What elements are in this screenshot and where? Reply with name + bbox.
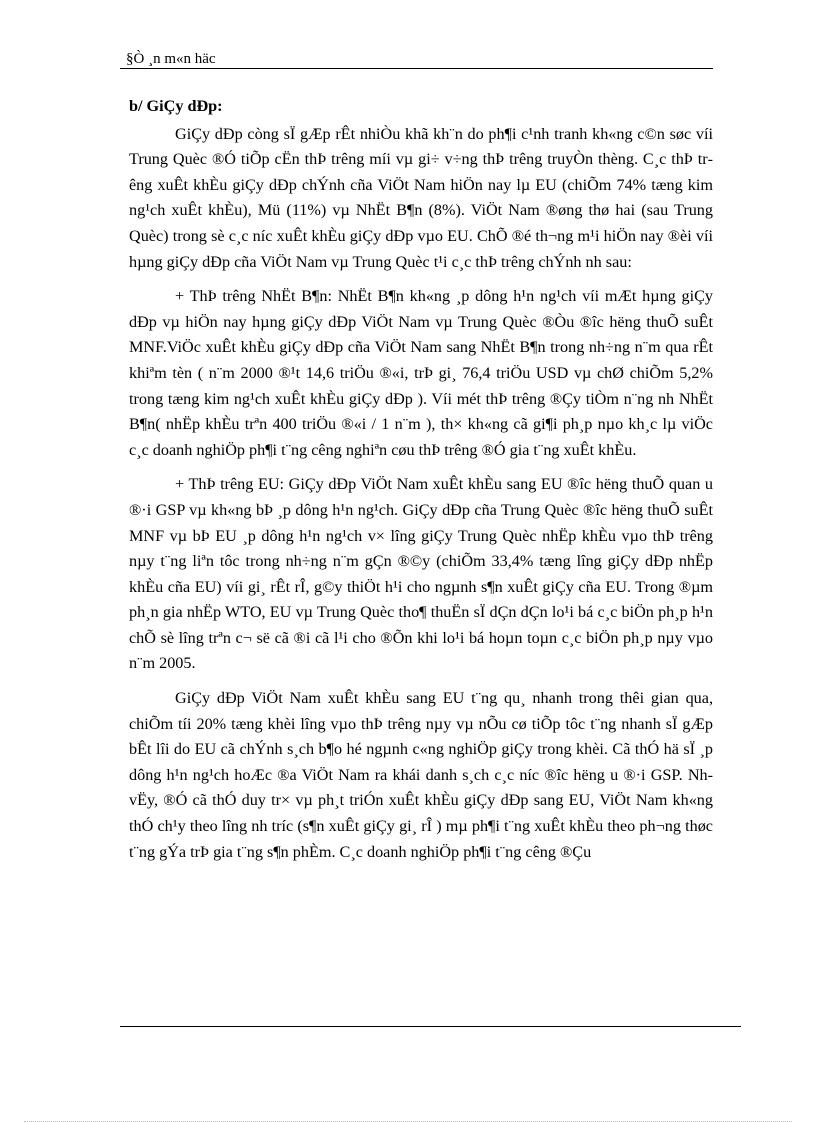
paragraph-intro: GiÇy dÐp còng sÏ gÆp rÊt nhiÒu khã kh¨n do ph¶i c¹nh tranh kh«ng c©n søc víi Trung Quèc ®Ó tiÕp cËn thÞ trêng míi vµ gi÷ v÷ng thÞ trêng truyÒn thèng. C¸c thÞ trêng xuÊt khÈu giÇy dÐp chÝnh cña ViÖt Nam hiÖn nay lµ EU (chiÕm 74% tæng kim ng¹ch xuÊt khÈu), Mü (11%) vµ NhËt B¶n (8%). ViÖt Nam ®øng thø hai (sau Trung Quèc) trong sè c¸c níc xuÊt khÈu giÇy dÐp vµo EU. ChÕ ®é th¬ng m¹i hiÖn nay ®èi víi hµng giÇy dÐp cña ViÖt Nam vµ Trung Quèc t¹i c¸c thÞ trêng chÝnh nh sau: (129, 124, 713, 271)
paragraph-eu-market: + ThÞ trêng EU: GiÇy dÐp ViÖt Nam xuÊt khÈu sang EU ®îc hëng thuÕ quan u ®·i GSP vµ kh«ng bÞ ¸p dông h¹n ng¹ch. GiÇy dÐp cña Trung Quèc ®îc hëng thuÕ suÊt MNF vµ bÞ EU ¸p dông h¹n ng¹ch v× lîng giÇy Trung Quèc nhËp khÈu vµo thÞ trêng nµy t¨ng liªn tôc trong nh÷ng n¨m gÇn ®©y (chiÕm 33,4% tæng lîng giÇy dÐp nhËp khÈu cña EU) víi gi¸ rÊt rÎ, g©y thiÖt h¹i cho ngµnh s¶n xuÊt giÇy cña EU. Trong ®µm ph¸n gia nhËp WTO, EU vµ Trung Quèc tho¶ thuËn sÏ dÇn dÇn lo¹i bá c¸c biÖn ph¸p h¹n chÕ sè lîng trªn c¬ së cã ®i cã l¹i cho ®Õn khi lo¹i bá hoµn toµn c¸c biÖn ph¸p nµy vµo n¨m 2005. (129, 475, 713, 673)
header-divider (120, 68, 713, 69)
paragraph-eu-growth: GiÇy dÐp ViÖt Nam xuÊt khÈu sang EU t¨ng qu¸ nhanh trong thêi gian qua, chiÕm tíi 20% tæng khèi lîng vµo thÞ trêng nµy vµ nÕu cø tiÕp tôc t¨ng nhanh sÏ gÆp bÊt lîi do EU cã chÝnh s¸ch b¶o hé ngµnh c«ng nghiÖp giÇy trong khèi. Cã thÓ hä sÏ ¸p dông h¹n ng¹ch hoÆc ®a ViÖt Nam ra khái danh s¸ch c¸c níc ®îc hëng u ®·i GSP. Nh vËy, ®Ó cã thÓ duy tr× vµ ph¸t triÓn xuÊt khÈu giÇy dÐp sang EU, ViÖt Nam kh«ng thÓ ch¹y theo lîng nh tríc (s¶n xuÊt giÇy gi¸ rÎ ) mµ ph¶i t¨ng xuÊt khÈu theo ph¬ng thøc t¨ng gÝa trÞ gia t¨ng s¶n phÈm. C¸c doanh nghiÖp ph¶i t¨ng cêng ®Çu (129, 689, 713, 861)
section-heading: b/ GiÇy dÐp: (129, 97, 223, 115)
document-body (129, 94, 713, 867)
footer-divider (120, 1026, 741, 1027)
paragraph-japan-market: + ThÞ trêng NhËt B¶n: NhËt B¶n kh«ng ¸p dông h¹n ng¹ch víi mÆt hµng giÇy dÐp vµ hiÖn nay hµng giÇy dÐp ViÖt Nam vµ Trung Quèc ®Òu ®îc hëng thuÕ suÊt MNF.ViÖc xuÊt khÈu giÇy dÐp cña ViÖt Nam sang NhËt B¶n trong nh÷ng n¨m qua rÊt khiªm tèn ( n¨m 2000 ®¹t 14,6 triÖu ®«i, trÞ gi¸ 76,4 triÖu USD vµ chØ chiÕm 5,2% trong tæng kim ng¹ch xuÊt khÈu giÇy dÐp ). Víi mét thÞ trêng ®Çy tiÒm n¨ng nh NhËt B¶n( nhËp khÈu trªn 400 triÖu ®«i / 1 n¨m ), th× kh«ng cã gi¶i ph¸p nµo kh¸c lµ viÖc c¸c doanh nghiÖp ph¶i t¨ng cêng nghiªn cøu thÞ trêng ®Ó gia t¨ng xuÊt khÈu. (129, 287, 713, 459)
page-bottom-edge (24, 1121, 792, 1122)
page-header-title: §Ò ¸n m«n häc (126, 51, 216, 67)
